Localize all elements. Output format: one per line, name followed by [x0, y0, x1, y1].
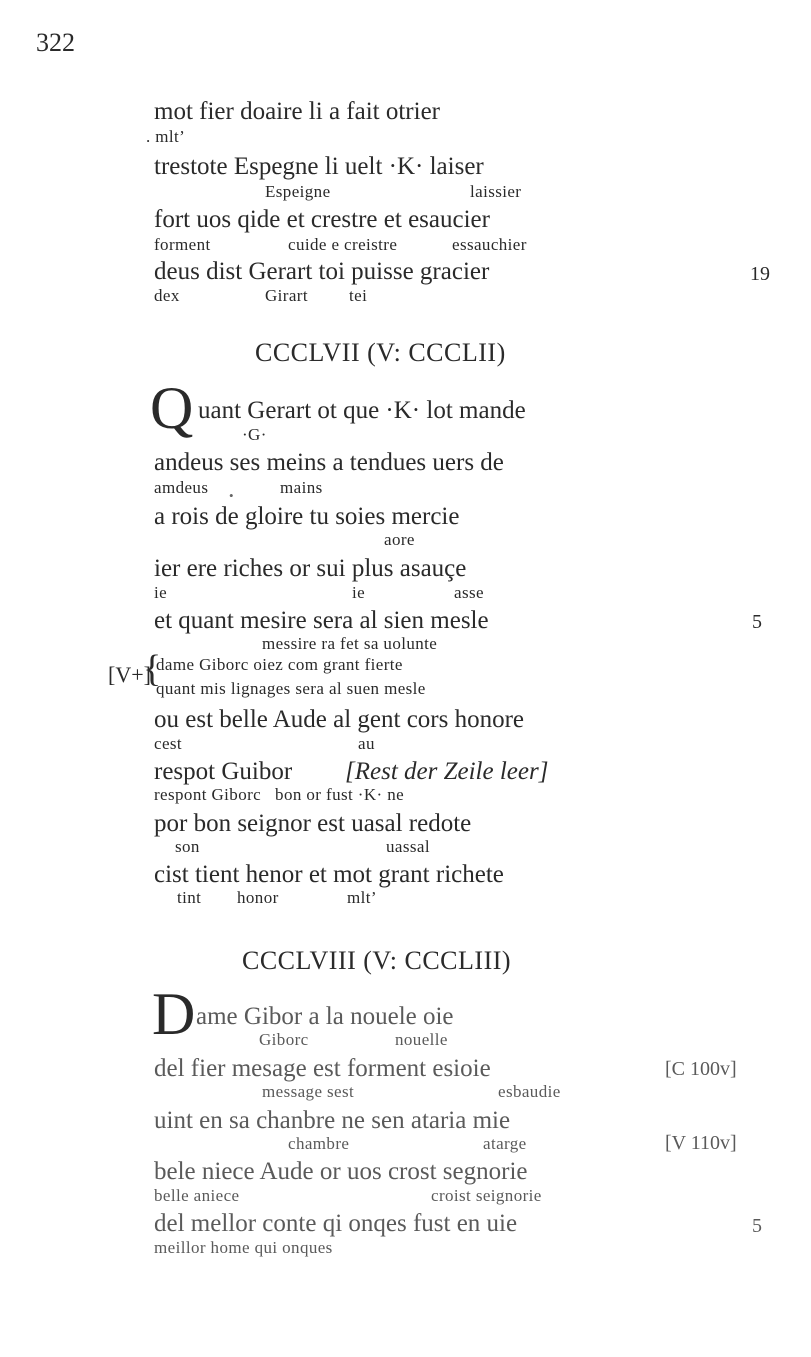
text-line: fort uos qide et crestre et esaucier [154, 206, 490, 233]
editorial-note: [Rest der Zeile leer] [345, 758, 549, 785]
bracket-line: dame Giborc oiez com grant fierte [156, 655, 403, 674]
variant-reading: asse [454, 583, 484, 602]
margin-reference: [C 100v] [665, 1058, 737, 1080]
variant-reading: essauchier [452, 235, 527, 254]
text-line: uint en sa chanbre ne sen ataria mie [154, 1107, 511, 1134]
variant-reading: son [175, 837, 200, 856]
variant-reading: Espeigne [265, 182, 331, 201]
bracket-line: quant mis lignages sera al suen mesle [156, 679, 426, 698]
variant-reading: ie [154, 583, 168, 602]
variant-reading: esbaudie [498, 1082, 561, 1101]
variant-reading: tei [349, 286, 368, 305]
line-number: 5 [752, 611, 762, 633]
text-line: trestote Espegne li uelt ·K· laiser [154, 153, 484, 180]
variant-reading: croist seignorie [431, 1186, 542, 1205]
text-line: ier ere riches or sui plus asauçe [154, 555, 467, 582]
line-number: 19 [750, 263, 770, 285]
variant-reading: belle aniece [154, 1186, 240, 1205]
section-heading: CCCLVIII (V: CCCLIII) [242, 946, 512, 975]
variant-reading: mlt’ [347, 888, 377, 907]
variant-reading: ·G· [242, 425, 267, 444]
variant-reading: respont Giborc bon or fust ·K· ne [154, 785, 405, 804]
variant-reading: honor [237, 888, 279, 907]
text-line: del mellor conte qi onqes fust en uie [154, 1210, 518, 1237]
margin-reference: [V 110v] [665, 1132, 737, 1154]
text-line: cist tient henor et mot grant richete [154, 861, 504, 888]
text-line: del fier mesage est forment esioie [154, 1055, 491, 1082]
text-line: andeus ses meins a tendues uers de [154, 449, 504, 476]
text-line: mot fier doaire li a fait otrier [154, 98, 440, 125]
variant-reading: au [358, 734, 375, 753]
variant-reading: aore [384, 530, 415, 549]
text-line: ame Gibor a la nouele oie [196, 1003, 454, 1030]
section-heading: CCCLVII (V: CCCLII) [255, 338, 506, 367]
curly-brace: { [143, 648, 162, 690]
drop-cap: Q [150, 375, 194, 441]
text-line: a rois de gloire tu soies mercie [154, 503, 460, 530]
text-line: uant Gerart ot que ·K· lot mande [198, 397, 526, 424]
variant-reading: dex [154, 286, 180, 305]
variant-reading: amdeus [154, 478, 209, 497]
drop-cap: D [152, 981, 196, 1047]
line-number: 5 [752, 1215, 762, 1237]
bracket-label: [V+] [108, 662, 151, 687]
variant-reading: message sest [262, 1082, 355, 1101]
text-line: respot Guibor [154, 758, 293, 785]
variant-reading: ie [352, 583, 366, 602]
variant-reading: cuide e creistre [288, 235, 398, 254]
variant-reading: cest [154, 734, 183, 753]
variant-reading: . mlt’ [146, 127, 186, 146]
dot-mark: • [229, 488, 234, 503]
text-line: por bon seignor est uasal redote [154, 810, 472, 837]
variant-reading: atarge [483, 1134, 527, 1153]
text-line: et quant mesire sera al sien mesle [154, 607, 489, 634]
variant-reading: uassal [386, 837, 430, 856]
variant-reading: forment [154, 235, 211, 254]
text-line: ou est belle Aude al gent cors honore [154, 706, 525, 733]
variant-reading: Girart [265, 286, 308, 305]
variant-reading: Giborc [259, 1030, 309, 1049]
variant-reading: meillor home qui onques [154, 1238, 333, 1257]
variant-reading: laissier [470, 182, 522, 201]
variant-reading: tint [177, 888, 202, 907]
text-line: deus dist Gerart toi puisse gracier [154, 258, 490, 285]
variant-reading: chambre [288, 1134, 350, 1153]
variant-reading: messire ra fet sa uolunte [262, 634, 438, 653]
variant-reading: mains [280, 478, 323, 497]
variant-reading: nouelle [395, 1030, 448, 1049]
page-number: 322 [36, 28, 75, 57]
text-line: bele niece Aude or uos crost segnorie [154, 1158, 528, 1185]
